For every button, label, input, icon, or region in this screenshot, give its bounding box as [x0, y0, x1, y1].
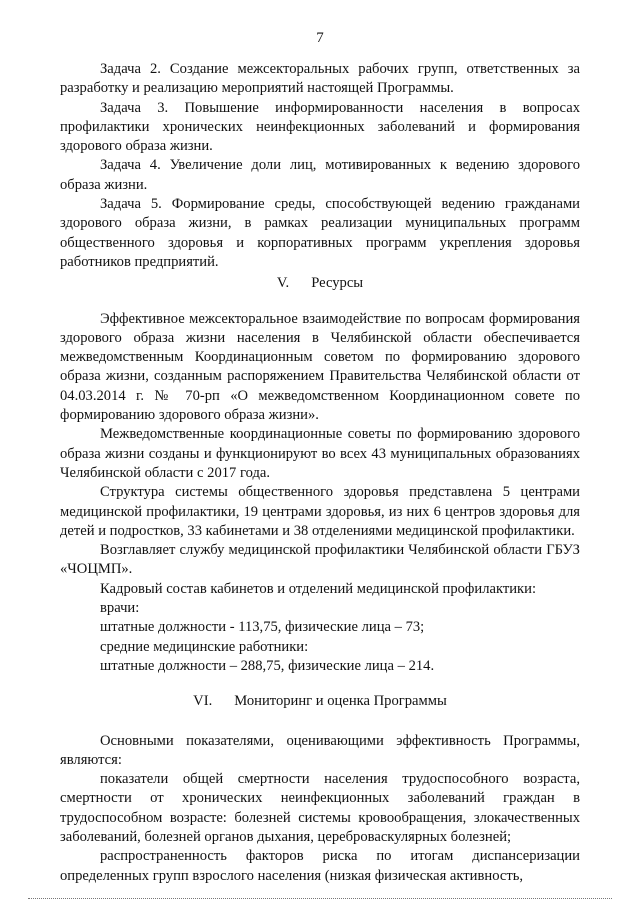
monitoring-paragraph: распространенность факторов риска по итогам диспансеризации определенных групп взрослого населения (низкая физическая активность, [60, 848, 580, 884]
section-title: Мониторинг и оценка Программы [234, 693, 447, 710]
monitoring-paragraph: показатели общей смертности населения трудоспособного возраста, смертности от хронических неинфекционных заболеваний граждан в трудоспособном возрасте: болезней системы кровообращения, злокачественных заболеваний, болезней органов дыхания, цереброваскулярных болезней; [60, 771, 580, 845]
staff-line: средние медицинские работники: [100, 638, 309, 655]
resources-paragraph: Структура системы общественного здоровья представлена 5 центрами медицинской профилактики, 19 центрами здоровья, из них 6 центров здоровья для детей и подростков, 33 кабинетами и 38 отделениями медицинской профилактики. [60, 484, 580, 539]
page-number: 7 [316, 30, 324, 46]
task-4-paragraph: Задача 4. Увеличение доли лиц, мотивированных к ведению здорового образа жизни. [60, 157, 580, 193]
section-heading-monitoring [60, 692, 580, 711]
resources-paragraph: Возглавляет службу медицинской профилактики Челябинской области ГБУЗ «ЧОЦМП». [60, 542, 580, 578]
task-2-paragraph: Задача 2. Создание межсекторальных рабочих групп, ответственных за разработку и реализацию мероприятий настоящей Программы. [60, 61, 580, 97]
staff-line: штатные должности – 288,75, физические лица – 214. [100, 657, 435, 674]
section-number: V. [276, 275, 290, 292]
section-number: VI. [193, 693, 213, 710]
resources-paragraph: Межведомственные координационные советы по формированию здорового образа жизни созданы и функционируют во всех 43 муниципальных образованиях Челябинской области с 2017 года. [60, 426, 580, 481]
section-title: Ресурсы [311, 275, 364, 292]
staff-line: врачи: [100, 600, 140, 617]
monitoring-paragraph: Основными показателями, оценивающими эффективность Программы, являются: [60, 732, 580, 768]
staff-line: штатные должности - 113,75, физические лица – 73; [100, 619, 425, 636]
section-heading-resources [60, 274, 580, 293]
resources-paragraph: Эффективное межсекторальное взаимодействие по вопросам формирования здорового образа жизни населения в Челябинской области обеспечивается межведомственным Координационным советом по формированию здорового образа жизни, созданным распоряжением Правительства Челябинской области от 04.03.2014 г. № 70-рп «О межведомственном Координационном совете по формированию здорового образа жизни». [60, 310, 580, 424]
task-5-paragraph: Задача 5. Формирование среды, способствующей ведению гражданами здорового образа жизни, в рамках реализации муниципальных программ общественного здоровья и корпоративных программ укрепления здоровья работников предприятий. [60, 196, 580, 270]
staff-line: Кадровый состав кабинетов и отделений медицинской профилактики: [100, 580, 536, 597]
page-bottom-divider [28, 898, 612, 899]
task-3-paragraph: Задача 3. Повышение информированности населения в вопросах профилактики хронических неинфекционных заболеваний и формирования здорового образа жизни. [60, 99, 580, 155]
document-body [60, 60, 580, 886]
